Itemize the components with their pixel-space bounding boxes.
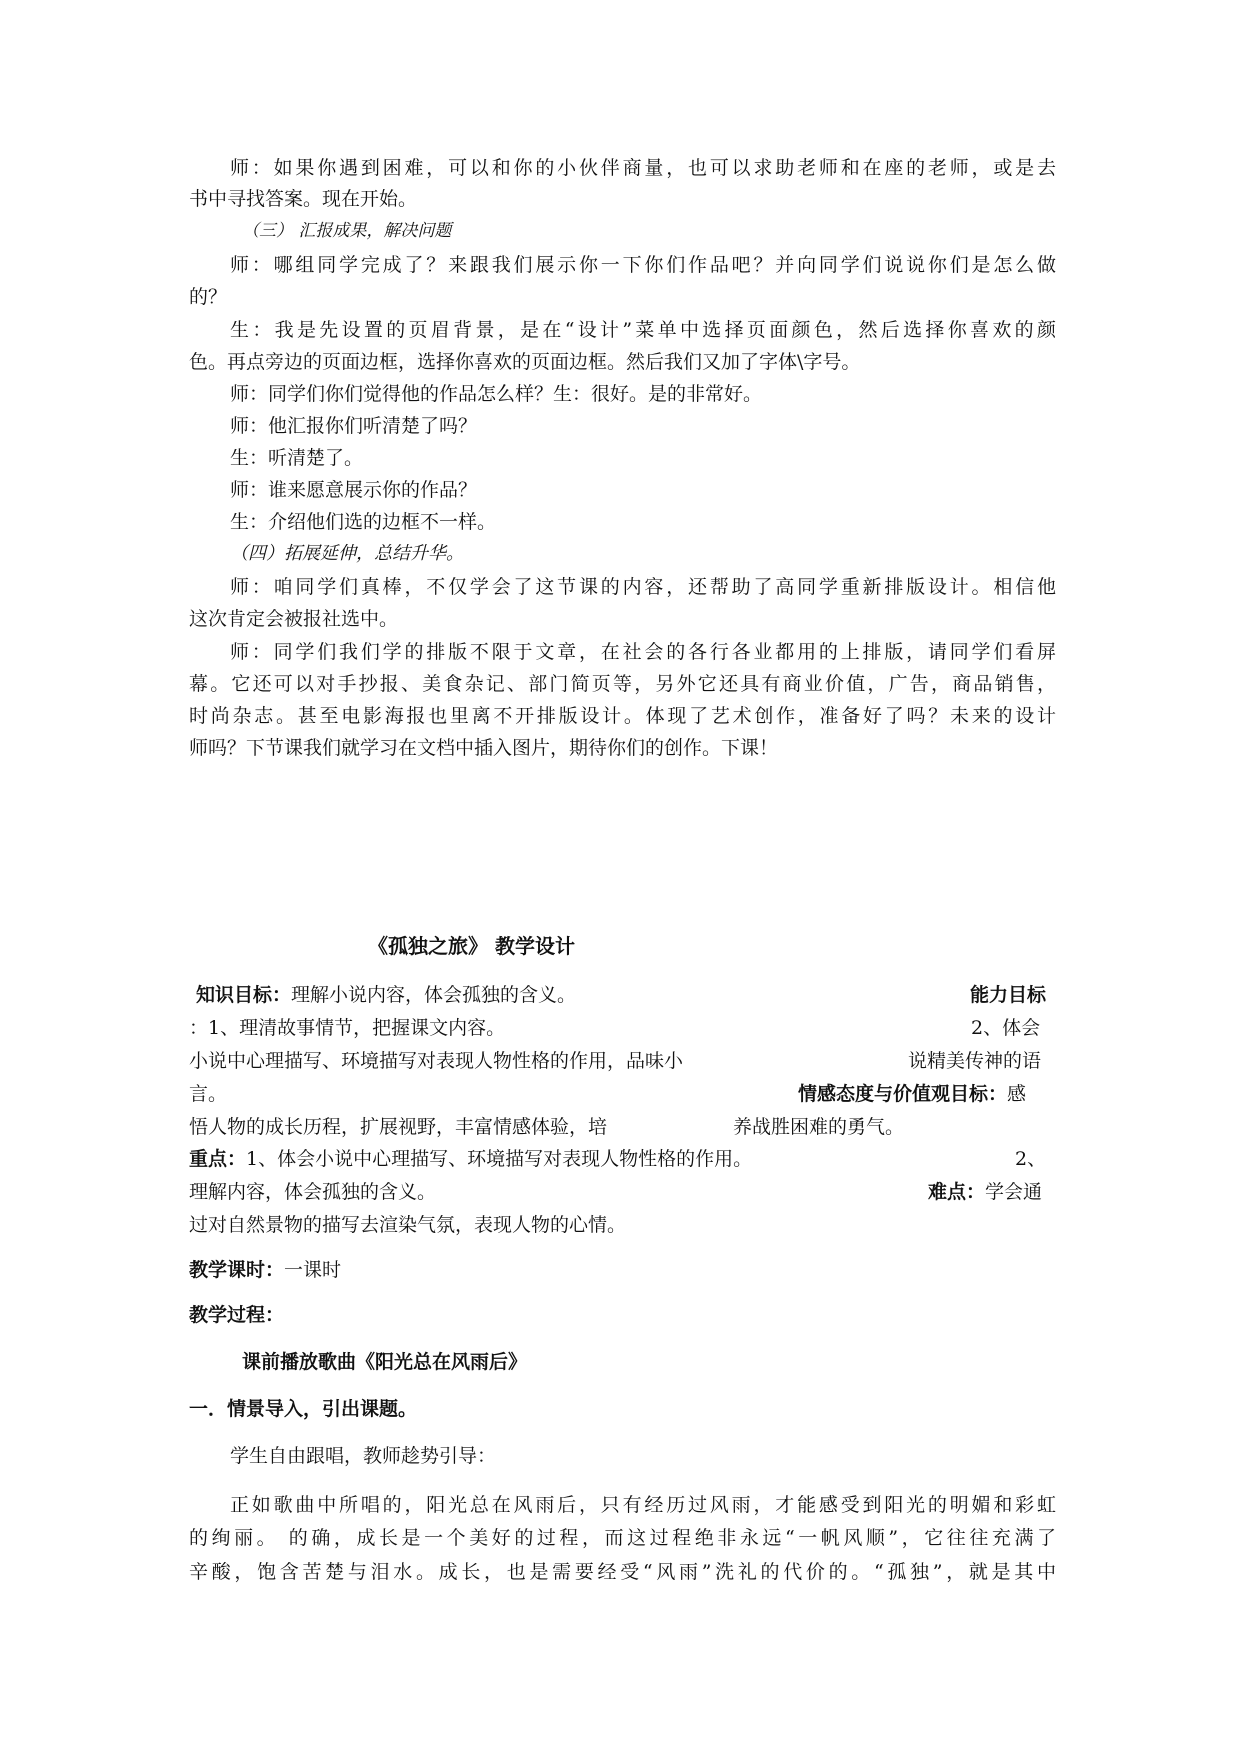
para-line: ：1、理清故事情节，把握课文内容。	[189, 1017, 506, 1039]
label: 情感态度与价值观目标：	[798, 1083, 1008, 1105]
para-line: 理解内容，体会孤独的含义。	[189, 1181, 437, 1203]
para-line: 幕。它还可以对手抄报、美食杂记、部门简页等，另外它还具有商业价值，广告，商品销售，	[189, 673, 1056, 695]
para-line: 悟人物的成长历程，扩展视野，丰富情感体验，培	[189, 1116, 608, 1138]
para-line: 师：咱同学们真棒，不仅学会了这节课的内容，还帮助了高同学重新排版设计。相信他	[230, 576, 1056, 598]
goal-emotion	[798, 1082, 1026, 1106]
text: 感	[1007, 1083, 1027, 1105]
para-line: 的？	[189, 286, 228, 308]
text: 一课时	[284, 1259, 342, 1281]
para-line: 的绚丽。 的确，成长是一个美好的过程，而这过程绝非永远“一帆风顺”，它往往充满了	[189, 1527, 1056, 1549]
para-line: 2、	[1015, 1148, 1047, 1170]
para-line: 正如歌曲中所唱的，阳光总在风雨后，只有经历过风雨，才能感受到阳光的明媚和彩虹	[230, 1494, 1056, 1516]
key-point	[189, 1147, 752, 1171]
section-heading: （三） 汇报成果，解决问题	[242, 221, 452, 241]
text: 学会通	[985, 1181, 1043, 1203]
section-heading: 一．情景导入，引出课题。	[189, 1398, 418, 1420]
text: 理解小说内容，体会孤独的含义。	[291, 984, 577, 1006]
para-line: 师：谁来愿意展示你的作品？	[230, 479, 478, 501]
para-line: 师：哪组同学完成了？来跟我们展示你一下你们作品吧？并向同学们说说你们是怎么做	[230, 254, 1056, 276]
class-hours	[189, 1258, 341, 1282]
para-line: 师：同学们你们觉得他的作品怎么样？生：很好。是的非常好。	[230, 383, 763, 405]
goal-ability-label: 能力目标	[970, 984, 1047, 1006]
para-line: 小说中心理描写、环境描写对表现人物性格的作用，品味小	[189, 1050, 684, 1072]
para-line: 生：介绍他们选的边框不一样。	[230, 511, 497, 533]
para-line: 师：如果你遇到困难，可以和你的小伙伴商量，也可以求助老师和在座的老师，或是去	[230, 157, 1056, 179]
para-line: 说精美传神的语	[908, 1050, 1042, 1072]
text: 1、体会小说中心理描写、环境描写对表现人物性格的作用。	[246, 1148, 753, 1170]
para-line: 时尚杂志。甚至电影海报也里离不开排版设计。体现了艺术创作，准备好了吗？未来的设计	[189, 705, 1056, 727]
label: 教学课时：	[189, 1259, 285, 1281]
para-line: 辛酸，饱含苦楚与泪水。成长，也是需要经受“风雨”洗礼的代价的。“孤独”，就是其中	[189, 1561, 1056, 1583]
para-line: 学生自由跟唱，教师趁势引导：	[230, 1445, 497, 1467]
goal-knowledge	[196, 983, 576, 1007]
section-heading: （四）拓展延伸，总结升华。	[230, 543, 464, 564]
song-heading: 课前播放歌曲《阳光总在风雨后》	[242, 1351, 528, 1373]
para-line: 2、体会	[971, 1017, 1041, 1039]
para-line: 师：同学们我们学的排版不限于文章，在社会的各行各业都用的上排版，请同学们看屏	[230, 641, 1056, 663]
label: 难点：	[928, 1181, 986, 1203]
para-line: 生：我是先设置的页眉背景，是在“设计”菜单中选择页面颜色，然后选择你喜欢的颜	[230, 319, 1056, 341]
label: 重点：	[189, 1148, 247, 1170]
para-line: 养战胜困难的勇气。	[733, 1116, 905, 1138]
para-line: 书中寻找答案。现在开始。	[189, 188, 418, 210]
label: 知识目标：	[196, 984, 292, 1006]
para-line: 过对自然景物的描写去渲染气氛，表现人物的心情。	[189, 1214, 627, 1236]
para-line: 师：他汇报你们听清楚了吗？	[230, 415, 478, 437]
para-line: 师吗？下节课我们就学习在文档中插入图片，期待你们的创作。下课！	[189, 737, 779, 759]
para-line: 色。再点旁边的页面边框，选择你喜欢的页面边框。然后我们又加了字体\字号。	[189, 351, 861, 373]
para-line: 言。	[189, 1083, 228, 1105]
document-title: 《孤独之旅》 教学设计	[368, 934, 575, 958]
difficulty	[928, 1180, 1042, 1204]
para-line: 生：听清楚了。	[230, 447, 364, 469]
process-label: 教学过程：	[189, 1304, 285, 1326]
para-line: 这次肯定会被报社选中。	[189, 608, 399, 630]
